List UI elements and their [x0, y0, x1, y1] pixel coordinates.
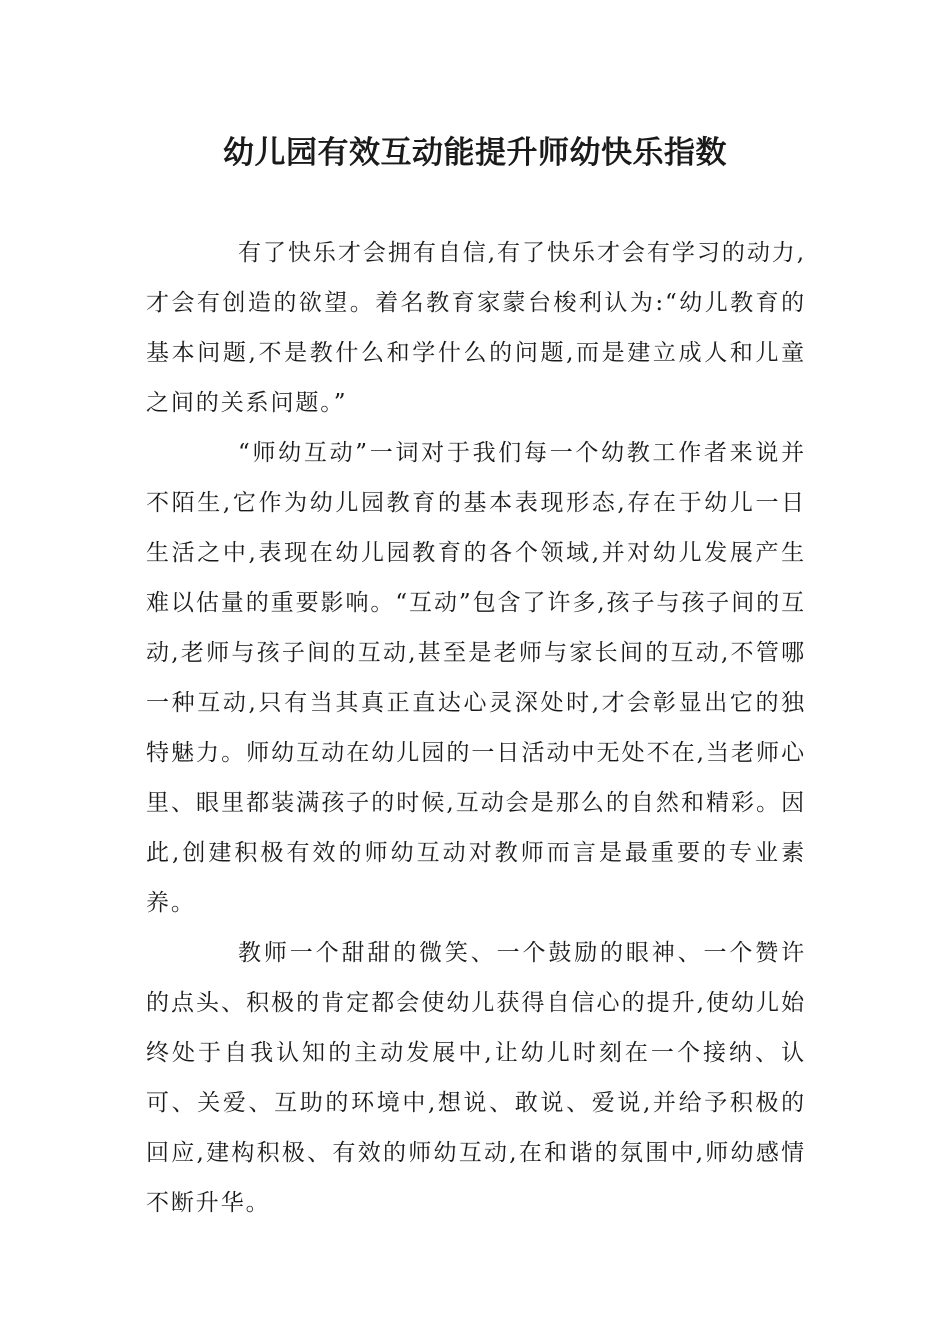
- paragraph-1: 有了快乐才会拥有自信,有了快乐才会有学习的动力,才会有创造的欲望。着名教育家蒙台梭利认为:“幼儿教育的基本问题,不是教什么和学什么的问题,而是建立成人和儿童之间的关系问题。”: [146, 240, 806, 416]
- document-title: 幼儿园有效互动能提升师幼快乐指数: [223, 135, 727, 171]
- document-body: [146, 228, 806, 1228]
- paragraph-2: “师幼互动”一词对于我们每一个幼教工作者来说并不陌生,它作为幼儿园教育的基本表现形态,存在于幼儿一日生活之中,表现在幼儿园教育的各个领域,并对幼儿发展产生难以估量的重要影响。“互动”包含了许多,孩子与孩子间的互动,老师与孩子间的互动,甚至是老师与家长间的互动,不管哪一种互动,只有当其真正直达心灵深处时,才会彰显出它的独特魅力。师幼互动在幼儿园的一日活动中无处不在,当老师心里、眼里都装满孩子的时候,互动会是那么的自然和精彩。因此,创建积极有效的师幼互动对教师而言是最重要的专业素养。: [146, 440, 806, 916]
- paragraph-3: 教师一个甜甜的微笑、一个鼓励的眼神、一个赞许的点头、积极的肯定都会使幼儿获得自信心的提升,使幼儿始终处于自我认知的主动发展中,让幼儿时刻在一个接纳、认可、关爱、互助的环境中,想说、敢说、爱说,并给予积极的回应,建构积极、有效的师幼互动,在和谐的氛围中,师幼感情不断升华。: [146, 940, 806, 1216]
